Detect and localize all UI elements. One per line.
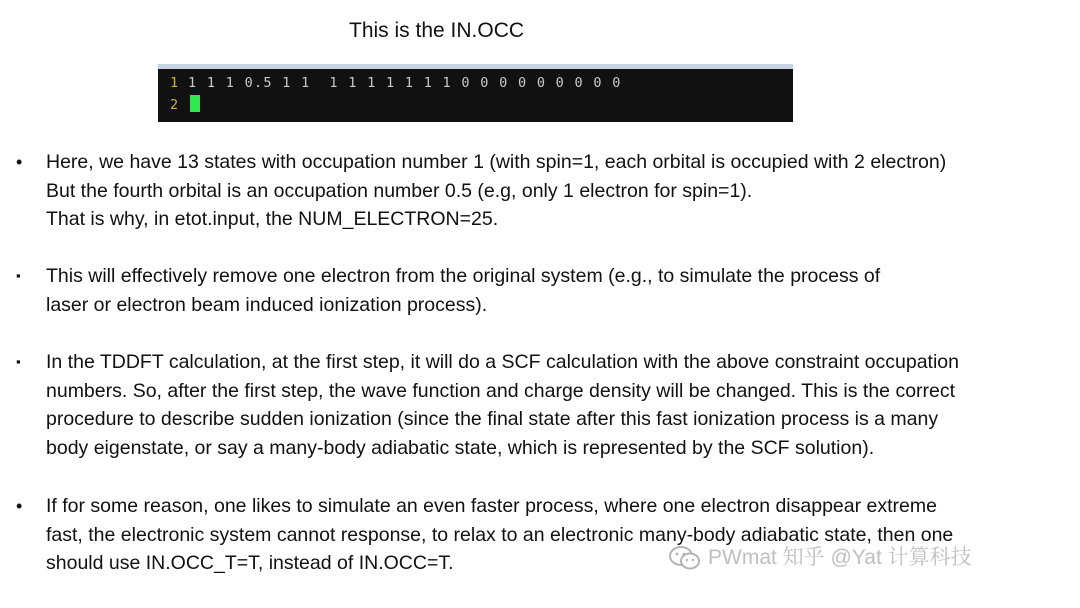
watermark xyxy=(668,544,972,572)
line-number: 2 xyxy=(170,97,179,113)
bullet-dot-icon: • xyxy=(16,152,23,172)
bullet-paragraph-1 xyxy=(16,148,1074,234)
bullet-dot-icon: • xyxy=(16,496,23,516)
occupation-values: 1 1 1 0.5 1 1 1 1 1 1 1 1 1 0 0 0 0 0 0 0 0 0 xyxy=(188,75,622,91)
paragraph-line: Here, we have 13 states with occupation number 1 (with spin=1, each orbital is occupied with 2 electron) xyxy=(46,151,947,173)
paragraph-line: numbers. So, after the first step, the wave function and charge density will be changed. This is the correct xyxy=(46,379,956,402)
paragraph-line: In the TDDFT calculation, at the first step, it will do a SCF calculation with the above constraint occupation xyxy=(46,351,959,373)
paragraph-line: procedure to describe sudden ionization (since the final state after this fast ionization process is a many xyxy=(46,408,939,430)
text-cursor xyxy=(190,95,200,112)
bullet-paragraph-3 xyxy=(16,348,1074,462)
bullet-square-icon: ▪ xyxy=(16,354,21,369)
slide-title: This is the IN.OCC xyxy=(349,19,525,42)
wechat-icon xyxy=(668,545,702,571)
paragraph-line: This will effectively remove one electron from the original system (e.g., to simulate the process of xyxy=(46,265,881,287)
paragraph-line: should use IN.OCC_T=T, instead of IN.OCC=T. xyxy=(46,552,454,574)
watermark-text: PWmat 知乎 @Yat 计算科技 xyxy=(708,546,972,569)
bullet-paragraph-2 xyxy=(16,262,1074,319)
paragraph-line: fast, the electronic system cannot response, to relax to an electronic many-body adiabatic state, then one xyxy=(46,523,954,546)
line-number: 1 xyxy=(170,75,179,91)
paragraph-line: But the fourth orbital is an occupation number 0.5 (e.g, only 1 electron for spin=1). xyxy=(46,179,753,202)
paragraph-line: body eigenstate, or say a many-body adiabatic state, which is represented by the SCF solution). xyxy=(46,436,875,459)
paragraph-line: That is why, in etot.input, the NUM_ELECTRON=25. xyxy=(46,208,499,230)
terminal-line-2 xyxy=(170,95,200,113)
bullet-square-icon: ▪ xyxy=(16,268,21,283)
paragraph-line: If for some reason, one likes to simulate an even faster process, where one electron disappear extreme xyxy=(46,495,937,517)
terminal-screenshot xyxy=(158,64,793,122)
paragraph-line: laser or electron beam induced ionization process). xyxy=(46,293,488,316)
terminal-line-1 xyxy=(170,74,622,92)
